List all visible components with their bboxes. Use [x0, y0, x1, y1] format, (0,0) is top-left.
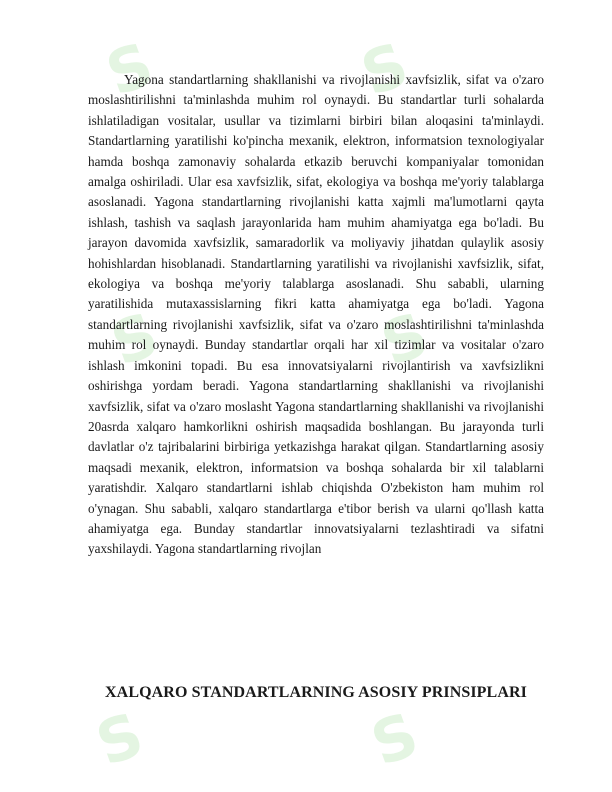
- body-paragraph: Yagona standartlarning shakllanishi va rivojlanishi xavfsizlik, sifat va o'zaro moslashtirilishni ta'minlashda muhim rol oynaydi. Bu standartlar turli sohalarda ishlatiladigan vositalar, usullar va tizimlarni birbiri bilan aloqasini ta'minlaydi. Standartlarning yaratilishi ko'pincha mexanik, elektron, informatsion texnologiyalar hamda boshqa zamonaviy sohalarda etkazib beruvchi kompaniyalar tomonidan amalga oshiriladi. Ular esa xavfsizlik, sifat, ekologiya va boshqa me'yoriy talablarga asoslanadi. Yagona standartlarning rivojlanishi katta xajmli ma'lumotlarni qayta ishlash, tashish va saqlash jarayonlarida ham muhim ahamiyatga ega bo'ladi. Bu jarayon davomida xavfsizlik, samaradorlik va moliyaviy jihatdan qulaylik asosiy hohishlardan hisoblanadi. Standartlarning yaratilishi va rivojlanishi xavfsizlik, sifat, ekologiya va boshqa me'yoriy talablarga asoslanadi. Shu sababli, ularning yaratilishida mutaxassislarning fikri katta ahamiyatga ega bo'ladi. Yagona standartlarning rivojlanishi xavfsizlik, sifat va o'zaro moslashtirilishni ta'minlashda muhim rol oynaydi. Bunday standartlar orqali har xil tizimlar va vositalar o'zaro ishlash imkonini topadi. Bu esa innovatsiyalarni rivojlantirish va xavfsizlikni oshirishga yordam beradi. Yagona standartlarning shakllanishi va rivojlanishi xavfsizlik, sifat va o'zaro moslasht Yagona standartlarning shakllanishi va rivojlanishi 20asrda xalqaro hamkorlikni oshirish maqsadida boshlangan. Bu jarayonda turli davlatlar o'z tajribalarini birbiriga yetkazishga harakat qilgan. Standartlarning asosiy maqsadi mexanik, elektron, informatsion va boshqa sohalarda bir xil talablarni yaratishdir. Xalqaro standartlarni ishlab chiqishda O'zbekiston ham muhim rol o'ynagan. Shu sababli, xalqaro standartlarga e'tibor berish va ularni qo'llash katta ahamiyatga ega. Bunday standartlar innovatsiyalarni tezlashtiradi va sifatni yaxshilaydi. Yagona standartlarning rivojlan: [88, 72, 544, 557]
- watermark-logo: S: [352, 29, 418, 111]
- watermark-logo: S: [97, 29, 163, 111]
- watermark-logo: S: [102, 299, 168, 381]
- watermark-logo: S: [362, 699, 428, 781]
- section-heading: XALQARO STANDARTLARNING ASOSIY PRINSIPLARI: [105, 684, 527, 701]
- watermark-logo: S: [372, 299, 438, 381]
- watermark-logo: S: [87, 699, 153, 781]
